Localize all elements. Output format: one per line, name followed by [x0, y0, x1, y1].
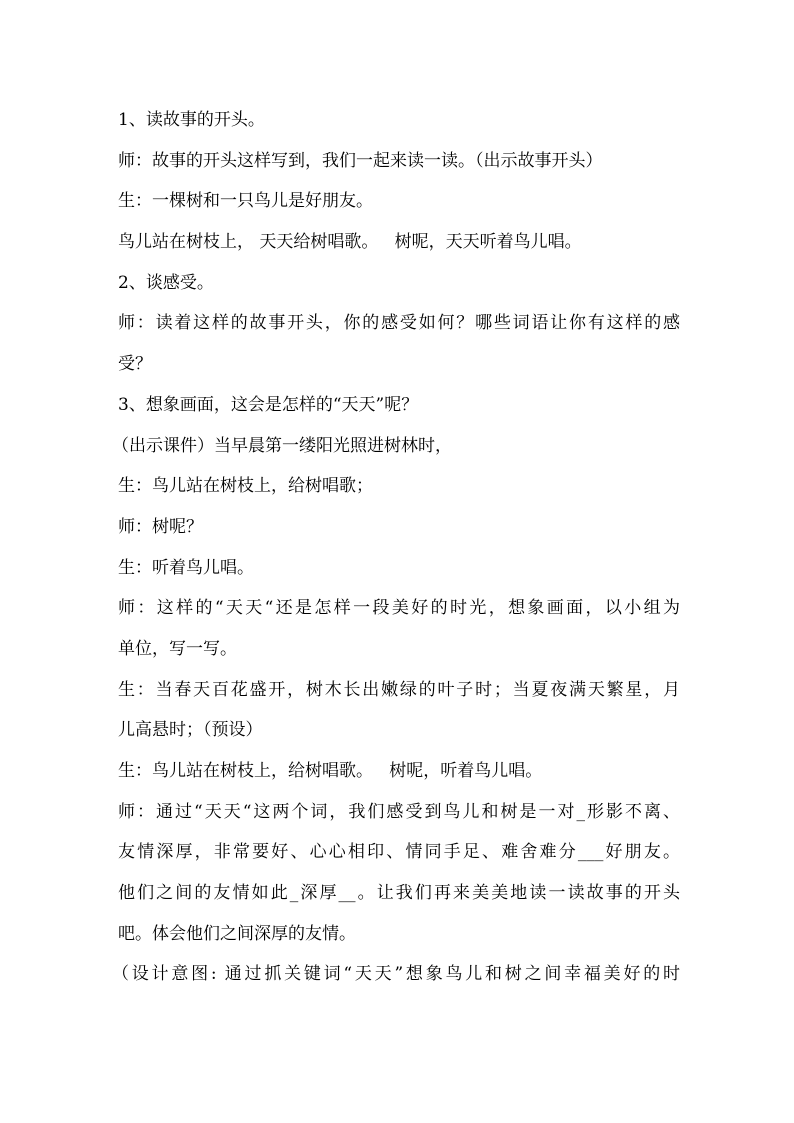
teacher-line: 师：树呢？	[118, 516, 203, 537]
story-opening-line: 鸟儿站在树枝上， 天天给树唱歌。 树呢，天天听着鸟儿唱。	[118, 232, 582, 253]
student-line-continued: 儿高悬时；（预设）	[118, 720, 263, 741]
step-heading-1: 1、读故事的开头。	[118, 110, 265, 130]
teacher-line: 师：读着这样的故事开头，你的感受如何？哪些词语让你有这样的感	[118, 313, 680, 334]
design-intent-line: （设计意图: 通过抓关键词“天天”想象鸟儿和树之间幸福美好的时	[112, 964, 680, 985]
teacher-line-continued: 他们之间的友情如此_深厚__。让我们再来美美地读一读故事的开头	[118, 883, 680, 904]
teacher-line-continued: 受？	[118, 354, 152, 375]
step-heading-3: 3、想象画面，这会是怎样的“天天”呢？	[118, 394, 419, 415]
student-line: 生：鸟儿站在树枝上，给树唱歌。 树呢，听着鸟儿唱。	[118, 761, 543, 781]
document-body	[112, 100, 680, 995]
student-line: 生：听着鸟儿唱。	[118, 557, 254, 578]
student-line: 生：鸟儿站在树枝上，给树唱歌；	[118, 476, 373, 497]
teacher-line: 师：故事的开头这样写到，我们一起来读一读。（出示故事开头）	[118, 150, 603, 171]
teacher-line-continued: 友情深厚，非常要好、心心相印、情同手足、难舍难分___好朋友。	[118, 842, 680, 863]
student-line: 生：一棵树和一只鸟儿是好朋友。	[118, 191, 373, 212]
step-heading-2: 2、谈感受。	[118, 272, 214, 293]
teacher-line-continued: 吧。体会他们之间深厚的友情。	[118, 923, 356, 944]
teacher-line: 师：这样的“天天“还是怎样一段美好的时光，想象画面，以小组为	[118, 598, 680, 619]
student-line: 生：当春天百花盛开，树木长出嫩绿的叶子时；当夏夜满天繁星，月	[118, 679, 680, 700]
teacher-line: 师：通过“天天“这两个词，我们感受到鸟儿和树是一对_形影不离、	[118, 801, 680, 822]
teacher-line-continued: 单位，写一写。	[118, 638, 237, 659]
courseware-line: （出示课件）当早晨第一缕阳光照进树林时，	[112, 435, 452, 456]
